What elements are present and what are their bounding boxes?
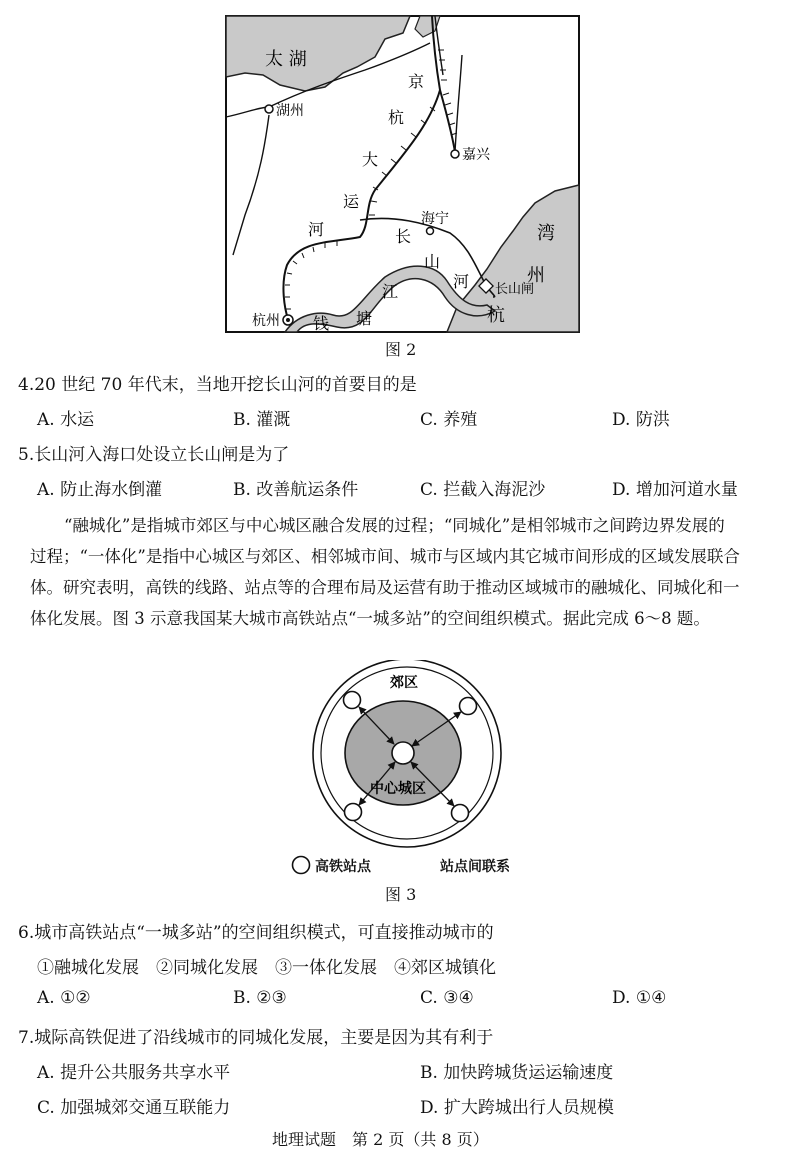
passage-line-3: 体。研究表明，高铁的线路、站点等的合理布局及运营有助于推动区域城市的融城化、同城化和一	[30, 578, 740, 597]
svg-text:州: 州	[527, 265, 545, 286]
station-top-left	[344, 692, 361, 709]
svg-text:河: 河	[308, 220, 325, 239]
legend-station-icon	[290, 854, 312, 876]
q7-option-b[interactable]: B. 加快跨城货运运输速度	[420, 1063, 614, 1083]
legend-station-label: 高铁站点	[315, 859, 371, 875]
jiaxing-label: 嘉兴	[462, 147, 490, 163]
q4-option-c[interactable]: C. 养殖	[420, 410, 478, 430]
station-top-right	[460, 698, 477, 715]
passage	[30, 510, 775, 634]
svg-text:运: 运	[343, 192, 360, 211]
changshanzha-label: 长山闸	[495, 282, 535, 297]
q7-option-d[interactable]: D. 扩大跨城出行人员规模	[420, 1098, 614, 1118]
haining-dot	[427, 228, 434, 235]
figure3-caption: 图 3	[385, 885, 417, 904]
q5-option-d[interactable]: D. 增加河道水量	[612, 480, 738, 500]
huzhou-label: 湖州	[276, 103, 304, 119]
legend-link-label: 站点间联系	[440, 859, 510, 875]
q5-stem: 5.长山河入海口处设立长山闸是为了	[18, 445, 290, 465]
svg-text:杭: 杭	[487, 305, 505, 326]
svg-text:湾: 湾	[537, 223, 555, 244]
q7-option-c[interactable]: C. 加强城郊交通互联能力	[37, 1098, 231, 1118]
haining-label: 海宁	[421, 211, 449, 227]
central-city-label: 中心城区	[370, 781, 426, 797]
q6-option-b[interactable]: B. ②③	[233, 988, 287, 1008]
svg-text:塘: 塘	[356, 309, 373, 328]
passage-line-4: 体化发展。图 3 示意我国某大城市高铁站点“一城多站”的空间组织模式。据此完成 6～8 题。	[30, 609, 710, 628]
figure2-map	[225, 15, 580, 333]
svg-text:钱: 钱	[313, 314, 330, 333]
svg-text:京: 京	[408, 72, 425, 91]
huzhou-dot	[265, 105, 273, 113]
hangzhou-label: 杭州	[252, 313, 280, 329]
figure3-diagram	[290, 660, 530, 880]
taihu-label: 太 湖	[265, 49, 307, 70]
page-footer: 地理试题 第 2 页（共 8 页）	[272, 1130, 489, 1149]
q5-option-a[interactable]: A. 防止海水倒灌	[37, 480, 163, 500]
q7-option-a[interactable]: A. 提升公共服务共享水平	[37, 1063, 231, 1083]
q6-option-d[interactable]: D. ①④	[612, 988, 667, 1008]
station-center	[392, 742, 414, 764]
svg-text:河: 河	[453, 272, 470, 291]
q4-option-d[interactable]: D. 防洪	[612, 410, 670, 430]
q6-option-a[interactable]: A. ①②	[37, 988, 91, 1008]
suburb-label: 郊区	[390, 675, 418, 691]
q6-option-c[interactable]: C. ③④	[420, 988, 474, 1008]
svg-text:大: 大	[362, 150, 379, 169]
passage-line-2: 过程；“一体化”是指中心城区与郊区、相邻城市间、城市与区域内其它城市间形成的区域发展联合	[30, 547, 740, 566]
svg-text:杭: 杭	[388, 108, 405, 127]
q6-stem: 6.城市高铁站点“一城多站”的空间组织模式，可直接推动城市的	[18, 923, 494, 943]
station-bottom-right	[452, 805, 469, 822]
q7-stem: 7.城际高铁促进了沿线城市的同城化发展，主要是因为其有利于	[18, 1028, 494, 1048]
station-bottom-left	[345, 804, 362, 821]
jiaxing-dot	[451, 150, 459, 158]
svg-text:江: 江	[382, 282, 399, 301]
passage-line-1: “融城化”是指城市郊区与中心城区融合发展的过程；“同城化”是相邻城市之间跨边界发展的	[64, 516, 725, 535]
q5-option-c[interactable]: C. 拦截入海泥沙	[420, 480, 546, 500]
q6-items: ①融城化发展 ②同城化发展 ③一体化发展 ④郊区城镇化	[37, 958, 496, 978]
svg-text:山: 山	[424, 252, 441, 271]
q4-option-b[interactable]: B. 灌溉	[233, 410, 291, 430]
q4-option-a[interactable]: A. 水运	[37, 410, 95, 430]
figure2-caption: 图 2	[385, 340, 417, 359]
svg-text:长: 长	[395, 227, 412, 246]
q4-stem: 4.20 世纪 70 年代末，当地开挖长山河的首要目的是	[18, 375, 417, 395]
q5-option-b[interactable]: B. 改善航运条件	[233, 480, 359, 500]
